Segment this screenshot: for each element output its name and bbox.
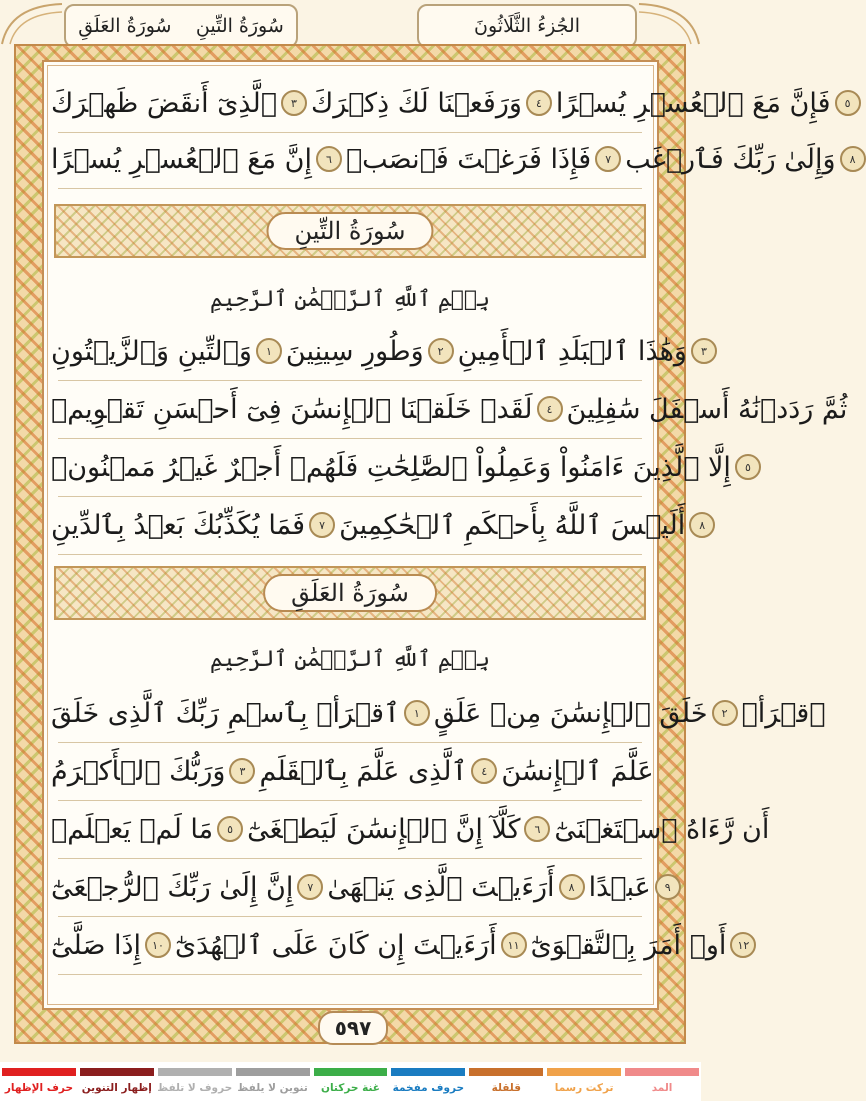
legend-label: حروف لا تلفظ: [157, 1082, 233, 1094]
header-surah-names: [64, 4, 298, 48]
verse-text: إِذَا صَلَّىٰٓ: [51, 929, 141, 961]
verse-text: وَإِلَىٰ رَبِّكَ فَٱرۡغَب: [625, 143, 836, 175]
legend-color-bar: [391, 1068, 465, 1076]
legend-label: المد: [651, 1082, 673, 1094]
aya-number-marker: ٢: [428, 338, 454, 364]
legend-label: حرف الإظهار: [4, 1082, 74, 1094]
verse-line: [51, 380, 848, 438]
verse-line: [51, 496, 706, 554]
verse-text: لَقَدۡ خَلَقۡنَا ٱلۡإِنسَٰنَ فِىٓ أَحۡسَنِ تَقۡوِيمٖ: [51, 393, 533, 425]
verse-line: [51, 800, 770, 858]
verse-text: ٱقۡرَأۡ بِٱسۡمِ رَبِّكَ ٱلَّذِى خَلَقَ: [51, 697, 400, 729]
verse-text: أَرَءَيۡتَ ٱلَّذِى يَنۡهَىٰ: [327, 871, 555, 903]
legend-color-bar: [547, 1068, 621, 1076]
verse-line: [51, 742, 654, 800]
surah-title-alaq: سُورَةُ العَلَقِ: [263, 574, 437, 612]
tajweed-legend: [0, 1062, 701, 1101]
aya-number-marker: ٩: [655, 874, 681, 900]
aya-number-marker: ٤: [537, 396, 563, 422]
aya-number-marker: ١٢: [730, 932, 756, 958]
aya-number-marker: ٧: [297, 874, 323, 900]
line-divider: [58, 188, 642, 189]
aya-number-marker: ٦: [524, 816, 550, 842]
verse-line: [51, 130, 856, 188]
verse-text: وَهَٰذَا ٱلۡبَلَدِ ٱلۡأَمِينِ: [457, 335, 687, 367]
verse-text: ٱلَّذِىٓ أَنقَضَ ظَهۡرَكَ: [51, 87, 277, 119]
verse-text: وَرَفَعۡنَا لَكَ ذِكۡرَكَ: [310, 87, 522, 119]
verse-line: [51, 858, 671, 916]
legend-color-bar: [2, 1068, 76, 1076]
legend-label: إظهار التنوين: [81, 1082, 152, 1094]
verse-line: [51, 74, 851, 132]
verse-text: أَلَيۡسَ ٱللَّهُ بِأَحۡكَمِ ٱلۡحَٰكِمِينَ: [339, 509, 686, 541]
verse-text: فَإِنَّ مَعَ ٱلۡعُسۡرِ يُسۡرًا: [555, 87, 831, 119]
legend-label: غنة حركتان: [321, 1082, 380, 1094]
verse-text: وَطُورِ سِينِينَ: [285, 335, 424, 367]
aya-number-marker: ١٠: [145, 932, 171, 958]
verse-line: [51, 684, 826, 742]
legend-color-bar: [158, 1068, 232, 1076]
verse-text: أَوۡ أَمَرَ بِٱلتَّقۡوَىٰٓ: [530, 929, 727, 961]
verse-text: أَرَءَيۡتَ إِن كَانَ عَلَى ٱلۡهُدَىٰٓ: [174, 929, 497, 961]
aya-number-marker: ١١: [501, 932, 527, 958]
verse-text: مَا لَمۡ يَعۡلَمۡ: [51, 813, 214, 845]
basmala-alaq: بِسۡمِ ٱللَّهِ ٱلرَّحۡمَٰنِ ٱلرَّحِيمِ: [209, 646, 491, 672]
header-surah-alaq: سُورَةُ العَلَقِ: [78, 15, 172, 37]
header-surah-tin: سُورَةُ التِّينِ: [195, 15, 284, 37]
verse-text: كَلَّآ إِنَّ ٱلۡإِنسَٰنَ لَيَطۡغَىٰٓ: [247, 813, 521, 845]
aya-number-marker: ٥: [217, 816, 243, 842]
verse-text: أَن رَّءَاهُ ٱسۡتَغۡنَىٰٓ: [554, 813, 770, 845]
header-juz-label: الجُزءُ الثَّلَاثُونَ: [474, 15, 580, 37]
aya-number-marker: ٢: [712, 700, 738, 726]
verse-text: فَإِذَا فَرَغۡتَ فَٱنصَبۡ: [345, 143, 592, 175]
verse-text: إِنَّ مَعَ ٱلۡعُسۡرِ يُسۡرًا: [51, 143, 312, 175]
legend-color-bar: [625, 1068, 699, 1076]
aya-number-marker: ٣: [229, 758, 255, 784]
verse-text: إِلَّا ٱلَّذِينَ ءَامَنُواْ وَعَمِلُواْ ٱلصَّٰلِحَٰتِ فَلَهُمۡ أَجۡرٌ غَيۡرُ مَمۡنُونٖ: [51, 451, 731, 483]
header-juz: [417, 4, 637, 48]
aya-number-marker: ٦: [316, 146, 342, 172]
surah-banner-tin: [54, 204, 646, 258]
verse-text: ٱقۡرَأۡ: [741, 697, 826, 729]
page-number: ٥٩٧: [318, 1011, 388, 1045]
aya-number-marker: ٥: [835, 90, 861, 116]
verse-text: عَبۡدًا: [588, 871, 651, 903]
aya-number-marker: ٨: [689, 512, 715, 538]
verse-text: ثُمَّ رَدَدۡنَٰهُ أَسۡفَلَ سَٰفِلِينَ: [566, 393, 848, 425]
verse-text: وَٱلتِّينِ وَٱلزَّيۡتُونِ: [51, 335, 252, 367]
verse-text: خَلَقَ ٱلۡإِنسَٰنَ مِنۡ عَلَقٍ: [433, 697, 708, 729]
verse-text: إِنَّ إِلَىٰ رَبِّكَ ٱلرُّجۡعَىٰٓ: [51, 871, 294, 903]
verse-text: وَرَبُّكَ ٱلۡأَكۡرَمُ: [51, 755, 226, 787]
legend-label: حروف مفخمة: [392, 1082, 465, 1094]
legend-color-bar: [314, 1068, 388, 1076]
verse-line: [51, 916, 750, 974]
legend-label: تنوين لا يلفظ: [237, 1082, 308, 1094]
header-ornament-right: [637, 0, 701, 46]
legend-label: تركت رسما: [554, 1082, 614, 1094]
aya-number-marker: ٨: [559, 874, 585, 900]
verse-line: [51, 438, 751, 496]
basmala-tin: بِسۡمِ ٱللَّهِ ٱلرَّحۡمَٰنِ ٱلرَّحِيمِ: [209, 286, 491, 312]
verse-text: فَمَا يُكَذِّبُكَ بَعۡدُ بِٱلدِّينِ: [51, 509, 306, 541]
verse-text: عَلَّمَ ٱلۡإِنسَٰنَ: [501, 755, 654, 787]
line-divider: [58, 554, 642, 555]
aya-number-marker: ٥: [735, 454, 761, 480]
verse-line: [51, 322, 707, 380]
aya-number-marker: ٤: [526, 90, 552, 116]
legend-color-bar: [236, 1068, 310, 1076]
aya-number-marker: ٣: [281, 90, 307, 116]
surah-title-tin: سُورَةُ التِّينِ: [266, 212, 433, 250]
aya-number-marker: ٣: [691, 338, 717, 364]
surah-banner-alaq: [54, 566, 646, 620]
aya-number-marker: ٧: [595, 146, 621, 172]
aya-number-marker: ٧: [309, 512, 335, 538]
legend-label: قلقلة: [491, 1082, 521, 1094]
aya-number-marker: ١: [404, 700, 430, 726]
header-ornament-left: [0, 0, 64, 46]
legend-color-bar: [80, 1068, 154, 1076]
verse-text: ٱلَّذِى عَلَّمَ بِٱلۡقَلَمِ: [259, 755, 468, 787]
aya-number-marker: ١: [256, 338, 282, 364]
aya-number-marker: ٨: [840, 146, 866, 172]
line-divider: [58, 974, 642, 975]
aya-number-marker: ٤: [471, 758, 497, 784]
legend-color-bar: [469, 1068, 543, 1076]
